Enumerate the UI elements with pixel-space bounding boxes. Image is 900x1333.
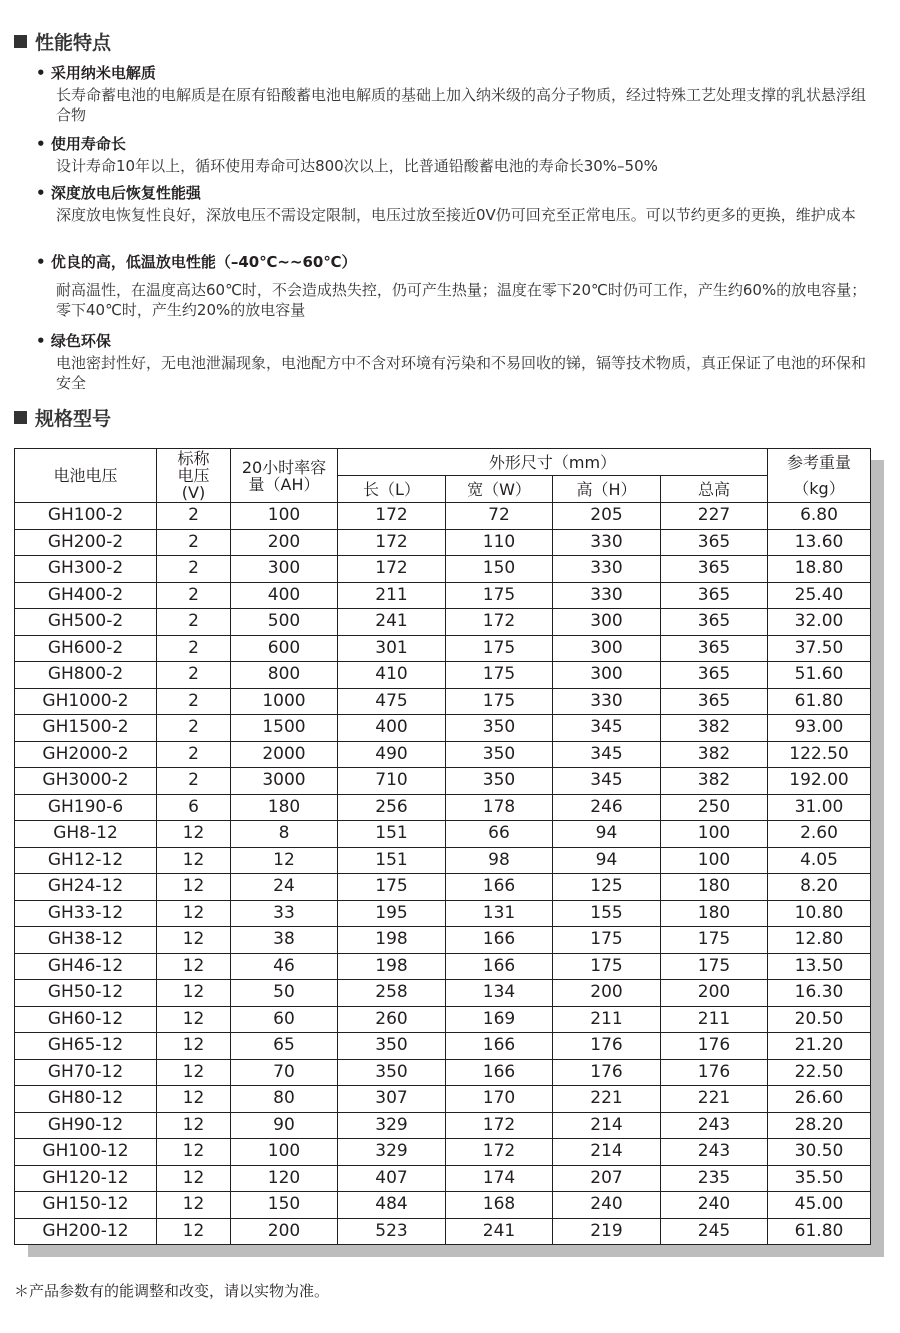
table-row [15,953,871,980]
spec-table [14,448,871,1245]
table-cell: 175 [446,635,553,662]
table-cell: GH90-12 [15,1112,157,1139]
table-cell: GH65-12 [15,1033,157,1060]
table-cell: 51.60 [768,662,871,689]
table-cell: 169 [446,1006,553,1033]
table-row [15,609,871,636]
table-cell: 12 [157,821,231,848]
table-cell: 50 [231,980,338,1007]
table-cell: GH150-12 [15,1192,157,1219]
table-cell: 243 [661,1139,768,1166]
table-cell: GH38-12 [15,927,157,954]
header-weight: 参考重量（kg） [768,449,871,503]
table-cell: GH80-12 [15,1086,157,1113]
table-row [15,1086,871,1113]
table-cell: 20.50 [768,1006,871,1033]
table-cell: GH70-12 [15,1059,157,1086]
table-cell: 382 [661,741,768,768]
section-heading-specs: 规格型号 [14,404,111,431]
table-cell: 94 [553,821,661,848]
table-cell: 172 [446,609,553,636]
table-row [15,635,871,662]
table-cell: 10.80 [768,900,871,927]
table-cell: 12.80 [768,927,871,954]
table-cell: 710 [338,768,446,795]
table-cell: 134 [446,980,553,1007]
table-cell: 345 [553,715,661,742]
feature-description: 耐高温性，在温度高达60℃时，不会造成热失控，仍可产生热量；温度在零下20℃时仍可工作，产生约60%的放电容量；零下40℃时，产生约20%的放电容量 [56,281,867,319]
square-bullet-icon [14,35,27,48]
table-cell: 150 [446,556,553,583]
table-cell: 240 [661,1192,768,1219]
table-cell: 18.80 [768,556,871,583]
table-cell: GH600-2 [15,635,157,662]
table-cell: 365 [661,609,768,636]
table-cell: GH200-2 [15,529,157,556]
table-cell: 12 [157,1139,231,1166]
table-cell: GH1500-2 [15,715,157,742]
table-cell: 365 [661,529,768,556]
feature-item [36,62,880,125]
table-cell: 45.00 [768,1192,871,1219]
table-cell: GH800-2 [15,662,157,689]
table-row [15,874,871,901]
table-cell: GH50-12 [15,980,157,1007]
table-cell: GH60-12 [15,1006,157,1033]
table-cell: 166 [446,1059,553,1086]
table-cell: 31.00 [768,794,871,821]
feature-description: 设计寿命10年以上，循环使用寿命可达800次以上，比普通铅酸蓄电池的寿命长30%–50% [56,157,658,175]
table-row [15,1192,871,1219]
table-cell: 350 [446,715,553,742]
table-cell: 382 [661,715,768,742]
table-cell: 66 [446,821,553,848]
header-height: 高（H） [553,476,661,503]
table-cell: 2 [157,768,231,795]
table-cell: 166 [446,927,553,954]
table-cell: 214 [553,1112,661,1139]
table-cell: GH33-12 [15,900,157,927]
table-cell: 2 [157,688,231,715]
table-cell: 46 [231,953,338,980]
table-cell: 21.20 [768,1033,871,1060]
table-row [15,741,871,768]
table-cell: 300 [553,635,661,662]
table-cell: 227 [661,503,768,530]
table-cell: 176 [661,1033,768,1060]
table-cell: 330 [553,529,661,556]
table-cell: 1000 [231,688,338,715]
table-cell: 65 [231,1033,338,1060]
table-cell: 200 [553,980,661,1007]
table-row [15,821,871,848]
table-cell: 12 [157,1006,231,1033]
table-cell: 200 [231,529,338,556]
table-cell: 12 [231,847,338,874]
table-cell: 93.00 [768,715,871,742]
table-cell: GH400-2 [15,582,157,609]
table-cell: 61.80 [768,688,871,715]
table-cell: 300 [553,662,661,689]
table-cell: 365 [661,556,768,583]
table-cell: 2 [157,582,231,609]
feature-description: 深度放电恢复性良好，深放电压不需设定限制，电压过放至接近0V仍可回充至正常电压。可以节约更多的更换，维护成本 [56,206,856,224]
table-cell: 245 [661,1218,768,1245]
table-cell: 1500 [231,715,338,742]
table-row [15,847,871,874]
table-row [15,529,871,556]
table-cell: 241 [446,1218,553,1245]
feature-title: • 深度放电后恢复性能强 [36,184,201,202]
table-cell: 205 [553,503,661,530]
table-cell: 100 [231,503,338,530]
table-row [15,662,871,689]
table-cell: 12 [157,1112,231,1139]
table-cell: 410 [338,662,446,689]
header-capacity: 20小时率容量（AH） [231,449,338,503]
table-cell: 26.60 [768,1086,871,1113]
table-cell: 407 [338,1165,446,1192]
table-cell: 523 [338,1218,446,1245]
table-cell: 200 [661,980,768,1007]
table-cell: 260 [338,1006,446,1033]
table-row [15,768,871,795]
table-cell: GH120-12 [15,1165,157,1192]
table-cell: 365 [661,635,768,662]
feature-title: • 采用纳米电解质 [36,64,156,82]
table-cell: 198 [338,927,446,954]
table-cell: 155 [553,900,661,927]
table-cell: 195 [338,900,446,927]
table-cell: 200 [231,1218,338,1245]
table-cell: 301 [338,635,446,662]
table-row [15,794,871,821]
table-cell: 60 [231,1006,338,1033]
table-cell: 12 [157,847,231,874]
table-cell: 125 [553,874,661,901]
table-cell: 100 [661,847,768,874]
table-cell: 484 [338,1192,446,1219]
table-cell: 37.50 [768,635,871,662]
table-cell: 800 [231,662,338,689]
table-cell: 475 [338,688,446,715]
table-cell: 13.50 [768,953,871,980]
table-cell: 33 [231,900,338,927]
table-cell: 176 [661,1059,768,1086]
table-cell: GH8-12 [15,821,157,848]
table-row [15,1059,871,1086]
table-cell: 219 [553,1218,661,1245]
feature-description: 电池密封性好，无电池泄漏现象，电池配方中不含对环境有污染和不易回收的锑，镉等技术物质，真正保证了电池的环保和安全 [56,354,867,392]
feature-description: 长寿命蓄电池的电解质是在原有铅酸蓄电池电解质的基础上加入纳米级的高分子物质，经过特殊工艺处理支撑的乳状悬浮组合物 [56,86,867,124]
table-cell: 172 [338,529,446,556]
table-cell: GH12-12 [15,847,157,874]
table-cell: 170 [446,1086,553,1113]
table-cell: 94 [553,847,661,874]
table-cell: 166 [446,953,553,980]
table-cell: 150 [231,1192,338,1219]
table-cell: 235 [661,1165,768,1192]
table-cell: 350 [338,1033,446,1060]
table-cell: 13.60 [768,529,871,556]
table-cell: 180 [231,794,338,821]
table-cell: 307 [338,1086,446,1113]
table-cell: 12 [157,980,231,1007]
table-cell: 175 [661,927,768,954]
table-cell: 120 [231,1165,338,1192]
header-total-height: 总高 [661,476,768,503]
table-cell: 22.50 [768,1059,871,1086]
feature-item [36,182,880,225]
table-cell: 192.00 [768,768,871,795]
table-cell: 30.50 [768,1139,871,1166]
table-cell: 258 [338,980,446,1007]
table-cell: 243 [661,1112,768,1139]
table-cell: 178 [446,794,553,821]
table-cell: 300 [231,556,338,583]
table-cell: 12 [157,1033,231,1060]
table-cell: 250 [661,794,768,821]
feature-title: • 优良的高，低温放电性能（–40℃~~60℃） [36,253,357,271]
table-cell: 2 [157,635,231,662]
table-cell: 151 [338,821,446,848]
square-bullet-icon [14,411,27,424]
section-heading-features: 性能特点 [14,28,111,55]
table-cell: 12 [157,953,231,980]
table-cell: 12 [157,1165,231,1192]
table-cell: 172 [338,556,446,583]
table-cell: 175 [661,953,768,980]
table-cell: 175 [446,688,553,715]
table-cell: 24 [231,874,338,901]
table-cell: 175 [338,874,446,901]
header-model: 电池电压 [15,449,157,503]
table-cell: GH300-2 [15,556,157,583]
table-cell: 25.40 [768,582,871,609]
table-cell: 350 [446,768,553,795]
table-cell: 172 [446,1112,553,1139]
table-cell: 61.80 [768,1218,871,1245]
table-cell: 176 [553,1033,661,1060]
table-cell: 365 [661,582,768,609]
table-cell: 6.80 [768,503,871,530]
table-cell: 100 [231,1139,338,1166]
table-row [15,927,871,954]
table-cell: 12 [157,1059,231,1086]
header-width: 宽（W） [446,476,553,503]
table-cell: 211 [553,1006,661,1033]
table-cell: 211 [338,582,446,609]
table-cell: 12 [157,900,231,927]
table-cell: 211 [661,1006,768,1033]
feature-item [36,251,880,320]
table-cell: 2.60 [768,821,871,848]
table-cell: 110 [446,529,553,556]
table-cell: 166 [446,1033,553,1060]
table-cell: GH100-2 [15,503,157,530]
table-row [15,1165,871,1192]
table-cell: 8 [231,821,338,848]
table-row [15,1139,871,1166]
table-cell: 350 [338,1059,446,1086]
table-cell: GH46-12 [15,953,157,980]
table-cell: 256 [338,794,446,821]
table-cell: 198 [338,953,446,980]
table-cell: 4.05 [768,847,871,874]
table-cell: 175 [553,927,661,954]
table-cell: 221 [553,1086,661,1113]
table-cell: 38 [231,927,338,954]
table-cell: 98 [446,847,553,874]
table-cell: GH100-12 [15,1139,157,1166]
table-cell: 35.50 [768,1165,871,1192]
header-length: 长（L） [338,476,446,503]
table-cell: 174 [446,1165,553,1192]
table-cell: 2 [157,662,231,689]
table-cell: 180 [661,874,768,901]
table-cell: 2 [157,609,231,636]
table-cell: 166 [446,874,553,901]
table-cell: 382 [661,768,768,795]
table-cell: 246 [553,794,661,821]
table-cell: 330 [553,688,661,715]
feature-title: • 绿色环保 [36,332,111,350]
table-cell: 6 [157,794,231,821]
table-row [15,1218,871,1245]
feature-item [36,133,880,176]
table-cell: 221 [661,1086,768,1113]
table-cell: 490 [338,741,446,768]
table-cell: 122.50 [768,741,871,768]
table-cell: 12 [157,1192,231,1219]
footnote: ＊产品参数有的能调整和改变，请以实物为准。 [14,1282,330,1300]
table-row [15,1033,871,1060]
table-cell: 100 [661,821,768,848]
table-cell: 28.20 [768,1112,871,1139]
table-row [15,715,871,742]
table-cell: 500 [231,609,338,636]
table-cell: 151 [338,847,446,874]
table-cell: 172 [446,1139,553,1166]
table-cell: 168 [446,1192,553,1219]
table-cell: 180 [661,900,768,927]
table-cell: 2 [157,741,231,768]
feature-item [36,330,880,393]
table-cell: 175 [446,582,553,609]
table-row [15,1112,871,1139]
table-cell: 2 [157,503,231,530]
table-cell: 241 [338,609,446,636]
table-cell: 330 [553,582,661,609]
table-cell: 12 [157,1218,231,1245]
table-cell: 80 [231,1086,338,1113]
table-cell: 12 [157,927,231,954]
table-cell: 600 [231,635,338,662]
table-cell: 240 [553,1192,661,1219]
table-cell: 350 [446,741,553,768]
table-cell: GH2000-2 [15,741,157,768]
table-cell: 400 [231,582,338,609]
table-cell: 2 [157,556,231,583]
table-row [15,900,871,927]
table-cell: GH24-12 [15,874,157,901]
table-cell: 8.20 [768,874,871,901]
table-cell: 345 [553,741,661,768]
table-cell: GH190-6 [15,794,157,821]
table-cell: 90 [231,1112,338,1139]
table-cell: 70 [231,1059,338,1086]
feature-title: • 使用寿命长 [36,135,126,153]
table-cell: 16.30 [768,980,871,1007]
table-cell: 330 [553,556,661,583]
table-row [15,556,871,583]
table-cell: 400 [338,715,446,742]
table-cell: 365 [661,688,768,715]
table-cell: GH500-2 [15,609,157,636]
table-row [15,1006,871,1033]
table-cell: 12 [157,874,231,901]
table-row [15,688,871,715]
table-cell: 2 [157,715,231,742]
table-row [15,980,871,1007]
table-cell: 2000 [231,741,338,768]
table-cell: 207 [553,1165,661,1192]
table-cell: 3000 [231,768,338,795]
table-cell: GH3000-2 [15,768,157,795]
table-cell: 329 [338,1139,446,1166]
table-cell: 172 [338,503,446,530]
table-cell: 175 [446,662,553,689]
table-cell: 214 [553,1139,661,1166]
table-cell: 176 [553,1059,661,1086]
table-cell: 329 [338,1112,446,1139]
table-cell: 300 [553,609,661,636]
table-cell: GH1000-2 [15,688,157,715]
table-cell: 131 [446,900,553,927]
table-cell: 12 [157,1086,231,1113]
table-cell: GH200-12 [15,1218,157,1245]
table-cell: 365 [661,662,768,689]
header-voltage: 标称电压(V) [157,449,231,503]
table-row [15,503,871,530]
spec-table-wrapper [14,448,870,1245]
header-dimensions: 外形尺寸（mm） [338,449,768,476]
table-row [15,582,871,609]
table-cell: 2 [157,529,231,556]
table-cell: 72 [446,503,553,530]
table-cell: 175 [553,953,661,980]
table-cell: 32.00 [768,609,871,636]
table-cell: 345 [553,768,661,795]
